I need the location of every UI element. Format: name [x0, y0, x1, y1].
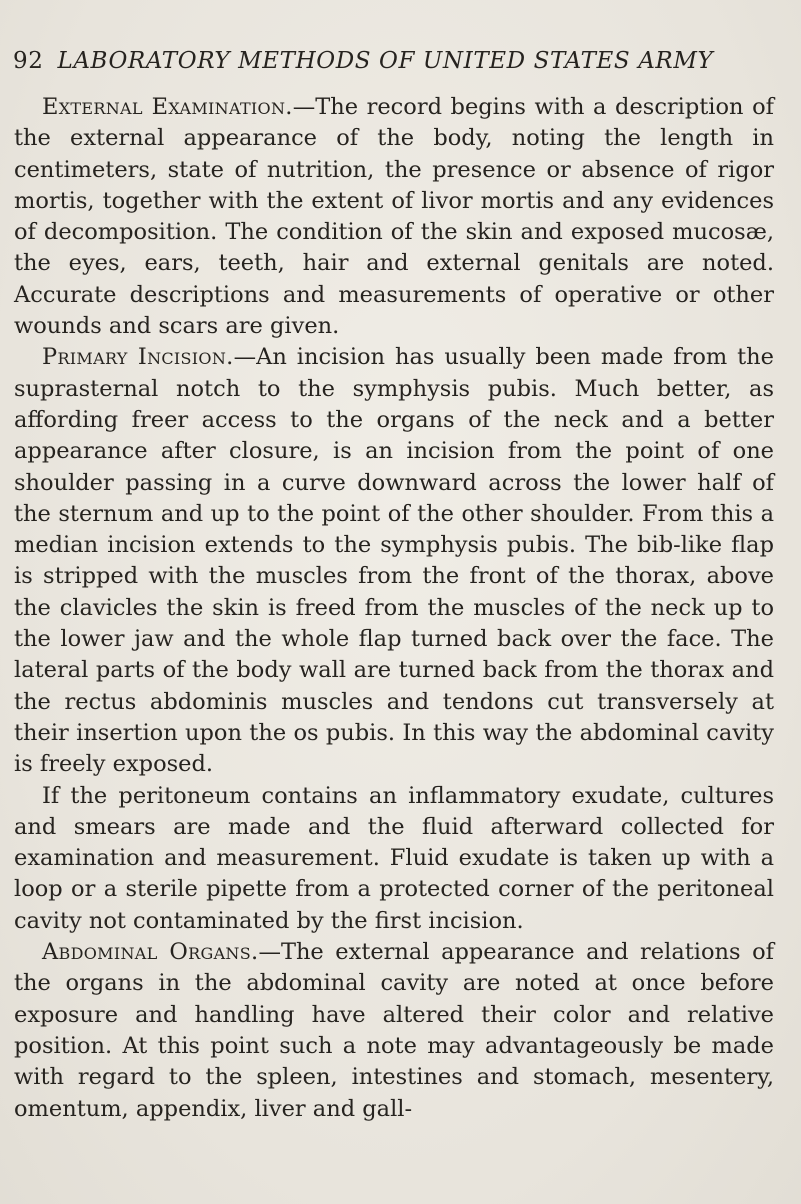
paragraph-text: —The external appearance and relations of the organs in the abdominal cavity are noted at once before exposure and handling have altered their color and relative position. At this point such a note may advantageously be made with regard to the spleen, intestines and stomach, mesentery, omentum, appendix, liver and gall-	[14, 939, 774, 1122]
paragraph-peritoneum	[14, 781, 774, 937]
page-number: 92	[13, 48, 44, 74]
paragraph-text: If the peritoneum contains an inflammatory exudate, cultures and smears are made and the fluid afterward collected for examination and measurement. Fluid exudate is taken up with a loop or a sterile pipette from a protected corner of the peritoneal cavity not contaminated by the first incision.	[14, 782, 774, 934]
paragraph-abdominal-organs	[14, 937, 774, 1125]
body-text	[14, 92, 774, 1125]
section-heading: Primary Incision.	[42, 344, 234, 371]
running-head	[13, 46, 793, 76]
section-heading: Abdominal Organs.	[42, 939, 259, 966]
section-heading: External Examination.	[42, 94, 293, 120]
paragraph-primary-incision	[14, 342, 774, 780]
paragraph-external-examination	[14, 92, 774, 342]
paragraph-text: —The record begins with a description of the external appearance of the body, noting the length in centimeters, state of nutrition, the presence or absence of rigor mortis, together with the extent of livor mortis and any evidences of decomposition. The condition of the skin and exposed mucosæ, the eyes, ears, teeth, hair and external genitals are noted. Accurate descriptions and measurements of operative or other wounds and scars are given.	[14, 94, 774, 340]
running-title: LABORATORY METHODS OF UNITED STATES ARMY	[57, 48, 714, 74]
paragraph-text: —An incision has usually been made from the suprasternal notch to the symphysis pubis. Much better, as affording freer access to the organs of the neck and a better appearance after closure, is an incision from the point of one shoulder passing in a curve downward across the lower half of the sternum and up to the point of the other shoulder. From this a median incision extends to the symphysis pubis. The bib-like flap is stripped with the muscles from the front of the thorax, above the clavicles the skin is freed from the muscles of the neck up to the lower jaw and the whole flap turned back over the face. The lateral parts of the body wall are turned back from the thorax and the rectus abdominis muscles and tendons cut transversely at their insertion upon the os pubis. In this way the abdominal cavity is freely exposed.	[14, 344, 774, 778]
